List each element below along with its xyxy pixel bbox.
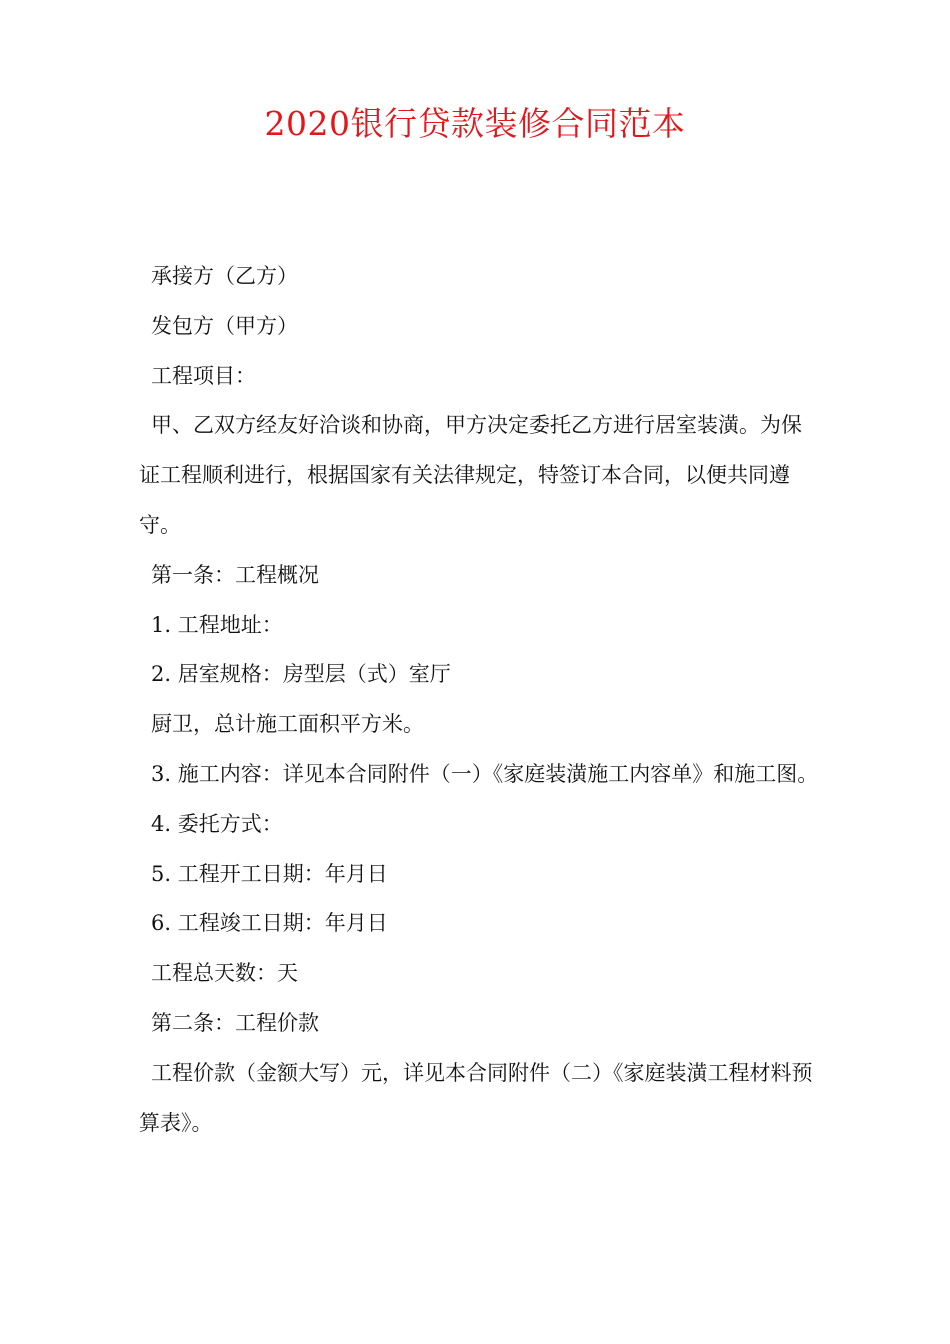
document-body [139, 252, 819, 1148]
item-completion-date: 6. 工程竣工日期：年月日 [151, 911, 388, 936]
item-commission-method: 4. 委托方式： [151, 811, 283, 836]
item-start-date: 5. 工程开工日期：年月日 [151, 861, 388, 886]
preamble-paragraph: 甲、乙双方经友好洽谈和协商，甲方决定委托乙方进行居室装潢。为保证工程顺利进行，根据国家有关法律规定，特签订本合同，以便共同遵守。 [139, 413, 802, 537]
document-title: 2020银行贷款装修合同范本 [264, 104, 686, 143]
item-room-spec: 2. 居室规格：房型层（式）室厅 [151, 662, 451, 687]
project-line: 工程项目： [151, 363, 256, 388]
item-construction-content: 3. 施工内容：详见本合同附件（一）《家庭装潢施工内容单》和施工图。 [151, 761, 819, 786]
article-2-heading: 第二条：工程价款 [151, 1010, 319, 1035]
item-total-days: 工程总天数：天 [151, 961, 298, 986]
party-b-line: 承接方（乙方） [151, 264, 298, 288]
price-paragraph: 工程价款（金额大写）元，详见本合同附件（二）《家庭装潢工程材料预算表》。 [139, 1060, 813, 1135]
article-1-heading: 第一条：工程概况 [151, 562, 319, 587]
item-room-spec-continued: 厨卫，总计施工面积平方米。 [151, 712, 424, 737]
party-a-line: 发包方（甲方） [151, 313, 298, 338]
item-address: 1. 工程地址： [151, 612, 283, 637]
